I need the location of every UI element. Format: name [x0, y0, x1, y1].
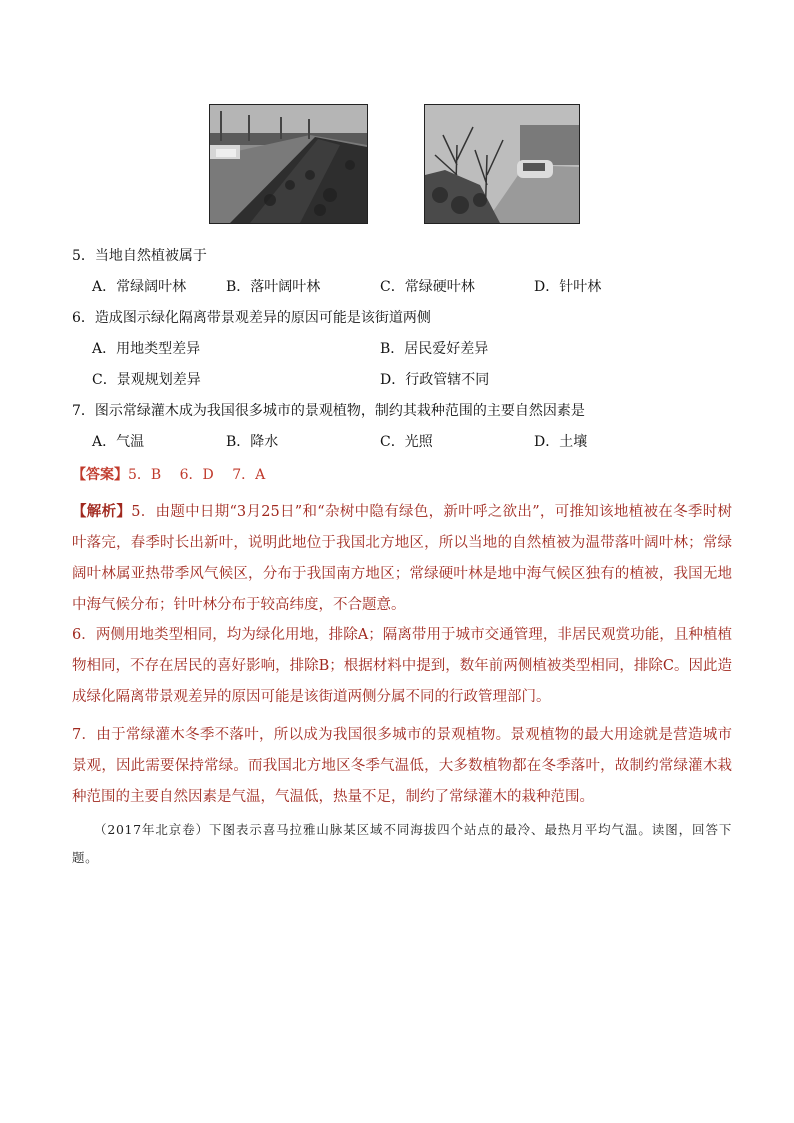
next-question-intro: （2017年北京卷）下图表示喜马拉雅山脉某区域不同海拔四个站点的最冷、最热月平均气温。读图，回答下题。 [72, 822, 732, 865]
q7-option-d: D．土壤 [534, 434, 588, 450]
q7-option-b: B．降水 [226, 434, 279, 450]
q5-option-b: B．落叶阔叶林 [226, 279, 321, 295]
q6-stem: 6．造成图示绿化隔离带景观差异的原因可能是该街道两侧 [72, 310, 431, 326]
answer-tag: 【答案】 [72, 467, 128, 483]
q5-option-a: A．常绿阔叶林 [92, 279, 187, 295]
q5-option-d: D．针叶林 [534, 279, 602, 295]
analysis-paragraph-5 [72, 496, 732, 621]
q6-option-b: B．居民爱好差异 [380, 341, 489, 357]
answer-line [72, 465, 265, 485]
photo-green-belt-left [209, 104, 368, 224]
q5-option-c: C．常绿硬叶林 [380, 279, 475, 295]
analysis-paragraph-6: 6．两侧用地类型相同，均为绿化用地，排除A；隔离带用于城市交通管理，非居民观赏功能，且种植植物相同，不存在居民的喜好影响，排除B；根据材料中提到，数年前两侧植被类型相同，排除C。因此造成绿化隔离带景观差异的原因可能是该街道两侧分属不同的行政管理部门。 [72, 627, 732, 705]
q6-option-d: D．行政管辖不同 [380, 372, 490, 388]
analysis-tag: 【解析】 [72, 503, 132, 520]
answer-text: 5．B 6．D 7．A [128, 467, 266, 483]
analysis-paragraph-7: 7．由于常绿灌木冬季不落叶，所以成为我国很多城市的景观植物。景观植物的最大用途就是营造城市景观，因此需要保持常绿。而我国北方地区冬季气温低，大多数植物都在冬季落叶，故制约常绿灌木栽种范围的主要自然因素是气温，气温低，热量不足，制约了常绿灌木的栽种范围。 [72, 727, 732, 805]
q7-stem: 7．图示常绿灌木成为我国很多城市的景观植物，制约其栽种范围的主要自然因素是 [72, 403, 585, 419]
q6-option-a: A．用地类型差异 [92, 341, 201, 357]
photo-green-belt-right [424, 104, 580, 224]
q7-option-c: C．光照 [380, 434, 433, 450]
analysis-text-5: 5．由题中日期“3月25日”和“杂树中隐有绿色，新叶呼之欲出”，可推知该地植被在冬季时树叶落完，春季时长出新叶，说明此地位于我国北方地区，所以当地的自然植被为温带落叶阔叶林；常绿阔叶林属亚热带季风气候区，分布于我国南方地区；常绿硬叶林是地中海气候区独有的植被，我国无地中海气候分布；针叶林分布于较高纬度，不合题意。 [72, 504, 732, 613]
q5-stem: 5．当地自然植被属于 [72, 248, 207, 264]
q6-option-c: C．景观规划差异 [92, 372, 201, 388]
q7-option-a: A．气温 [92, 434, 145, 450]
